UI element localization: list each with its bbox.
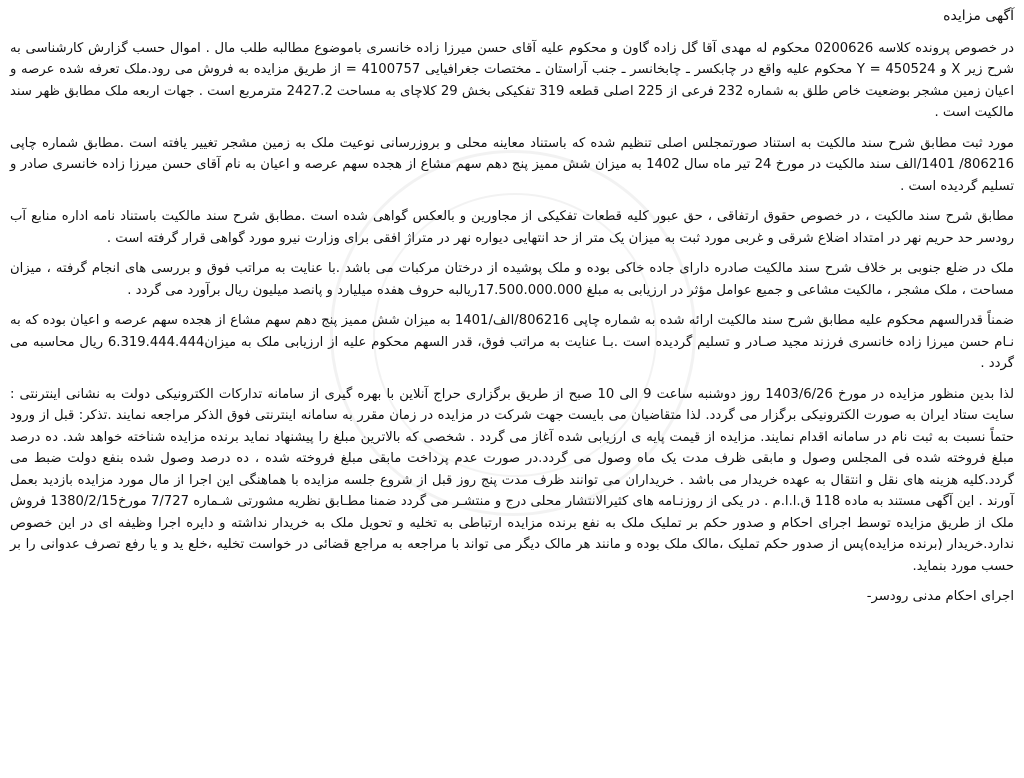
paragraph-valuation: ملک در ضلع جنوبی بر خلاف شرح سند مالکیت صادره دارای جاده خاکی بوده و ملک پوشیده از درختان مرکبات می باشد .با عنایت به مراتب فوق و بررسی های انجام گرفته ، میزان مساحت ، ملک مشجر ، مالکیت مشاعی و جمیع عوامل مؤثر در ارزیابی به مبلغ 17.500.000.000ریالبه حروف هفده میلیارد و پانصد میلیون ریال برآورد می گردد . — [10, 261, 1014, 298]
issuer-signature: اجرای احکام مدنی رودسر- — [866, 589, 1014, 604]
notice-title: آگهی مزایده — [943, 8, 1014, 24]
paragraph-share-value: ضمناً قدرالسهم محکوم علیه مطابق شرح سند مالکیت ارائه شده به شماره چاپی 806216/الف/1401 به میزان شش ممیز پنج دهم سهم مشاع از هجده سهم عرصه و اعیان بوده که به نـام حسن میرزا زاده خانسری فرزند مجید صـادر و تسلیم گردیده است .بـا عنایت به مراتب فوق، قدر السهم محکوم علیه از ارزیابی ملک به میزان6.319.444.444 ریال محاسبه می گردد . — [10, 313, 1014, 371]
paragraph-case-details: در خصوص پرونده کلاسه 0200626 محکوم له مهدی آقا گل زاده گاون و محکوم علیه آقای حسن میرزا زاده خانسری باموضوع مطالبه طلب مال . اموال حسب گزارش کارشناسی به شرح زیر X و 450524 = Y محکوم علیه واقع در چابکسر ـ چابخانسر ـ جنب آراستان ـ مختصات جغرافیایی 4100757 = از طریق مزایده به فروش می رود.ملک تعرفه شده عرصه و اعیان زمین مشجر بوضعیت خاص طلق به شماره 232 فرعی از 225 اصلی قطعه 319 تفکیکی بخش 29 کلاچای به مساحت 2427.2 مترمربع است . جهات اربعه ملک مطابق ظهر سند مالکیت است . — [10, 40, 1015, 120]
paragraph-registration: مورد ثبت مطابق شرح سند مالکیت به استناد صورتمجلس اصلی تنظیم شده که باستناد معاینه محلی و بروزرسانی نوعیت ملک به زمین مشجر تغییر یافته است .مطابق شماره چاپی 806216/ 1401/الف سند مالکیت در مورخ 24 تیر ماه سال 1402 به میزان شش ممیز پنج دهم سهم مشاع از هجده سهم عرصه و اعیان به نام آقای حسن میرزا زاده خانسری صادر و تسلیم گردیده است . — [10, 135, 1014, 194]
auction-notice-document — [10, 6, 1014, 608]
paragraph-auction-terms: لذا بدین منظور مزایده در مورخ 1403/6/26 روز دوشنبه ساعت 9 الی 10 صبح از طریق برگزاری حراج آنلاین با بهره گیری از سامانه تدارکات الکترونیکی دولت به نشانی اینترنتی : سایت ستاد ایران به صورت الکترونیکی برگزار می گردد. لذا متقاضیان می بایست جهت شرکت در مزایده در زمان مقرر به سامانه اینترنتی فوق الذکر مراجعه نمایند .تذکر: قبل از ورود حتماً نسبت به ثبت نام در سامانه اقدام نمایند. مزایده از قیمت پایه ی ارزیابی شده آغاز می گردد . شخصی که بالاترین مبلغ را پیشنهاد نماید برنده مزایده شناخته خواهد شد. ده درصد مبلغ فروخته شده فی المجلس وصول و مابقی ظرف مدت یک ماه وصول می گردد.در صورت عدم پرداخت مابقی مبلغ فروخته شده ، ده درصد وصول شده بنفع دولت ضبط می گردد.کلیه هزینه های نقل و انتقال به عهده خریدار می باشد . خریداران می توانند ظرف مدت پنج روز قبل از شروع جلسه مزایده با هماهنگی این اجرا از مال مورد مزایده بازدید بعمل آورند . این آگهی مستند به ماده 118 ق.ا.ا.م . در یکی از روزنـامه های کثیرالانتشار محلی درج و منتشـر می گردد ضمنا مطـابق نظریه مشورتی شـماره 7/727 مورخ1380/2/15 فروش ملک از طریق مزایده توسط اجرای احکام و صدور حکم بر تملیک ملک به نفع برنده مزایده ارتباطی به تخلیه و تحویل ملک به خریدار نداشته و دایره اجرا وظیفه ای در این خصوص ندارد.خریدار (برنده مزایده)پس از صدور حکم تملیک ،مالک ملک بوده و مانند هر مالک دیگر می تواند با مراجعه به مراجع قضائی در خواست تخلیه ،خلع ید و یا رفع تصرف عدوانی را بر حسب مورد بنماید. — [10, 386, 1014, 574]
paragraph-easement-rights: مطابق شرح سند مالکیت ، در خصوص حقوق ارتفاقی ، حق عبور کلیه قطعات تفکیکی از مجاورین و بالعکس گواهی شده است .مطابق شرح سند مالکیت باستناد نامه اداره منابع آب رودسر حد حریم نهر در امتداد اضلاع شرقی و غربی مورد ثبت به میزان یک متر از حد انتهایی دیواره نهر در متراژ افقی برای وزارت نیرو مورد گواهی قرار گرفته است . — [10, 209, 1014, 246]
